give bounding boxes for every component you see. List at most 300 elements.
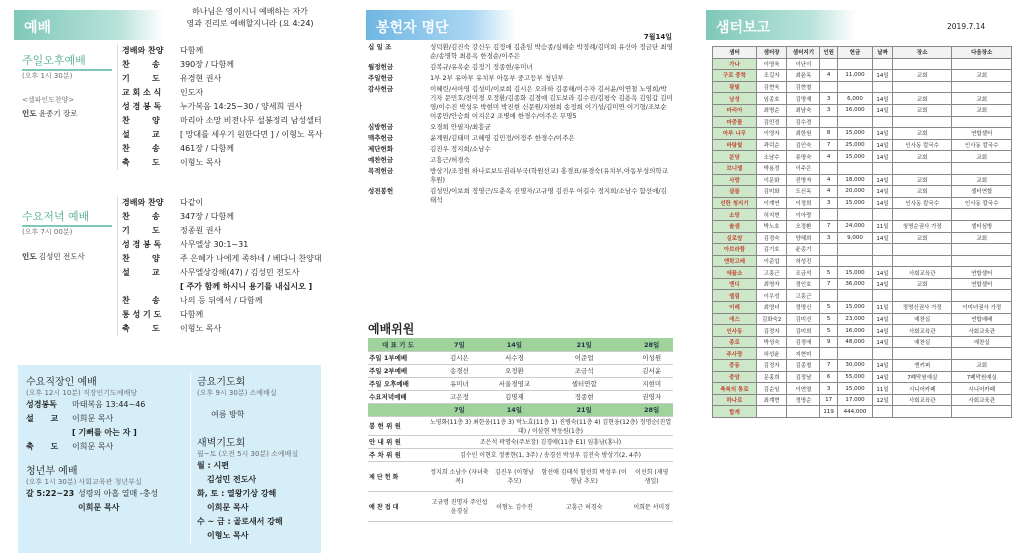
shelter-cell: 7폐막원예실 [952,371,1012,383]
sunday-order-value: 누가복음 14:25~30 / 양세희 권사 [180,102,303,111]
shelter-cell: 3 [820,383,837,395]
shelter-cell: 시니어카페 [892,383,951,395]
shelter-cell: 14일 [873,93,893,105]
shelter-cell: 14일 [873,151,893,163]
shelter-name: 엘림 [713,290,757,302]
shelter-cell: 인사동 칼국수 [892,139,951,151]
duty-name: 셀터연합 [538,377,630,390]
shelter-cell: 김미희 [787,325,820,337]
shelter-row [713,336,1012,348]
donor-header [366,10,516,40]
donor-header-text: 봉헌자 명단 [376,20,449,36]
shelter-row [713,313,1012,325]
shelter-cell: 최명자 [756,278,786,290]
shelter-name: 인사동 [713,325,757,337]
sunday-order-row [122,44,329,58]
duty-row [368,416,673,435]
donor-names: 오경희 안필자/최흥균 [430,123,491,131]
shelter-cell: 교회 [892,93,951,105]
shelter-name: 광빛 [713,81,757,93]
shelter-cell: 7폐막원예실 [892,371,951,383]
duty-role: 주 차 위 원 [368,448,428,461]
donor-names: 윤계원/김태미 고혜영 김민정/이정주 한경수/이주은 [430,134,575,142]
donor-row [368,84,673,122]
shelter-row [713,371,1012,383]
sunday-order-value: 유경현 권사 [180,74,222,83]
sunday-order-label: 찬 송 [122,144,160,153]
sunday-order-label: 성 경 봉 독 [122,102,162,111]
duty-title: 예배위원 [368,322,415,336]
shelter-row [713,394,1012,406]
shelter-cell [820,290,837,302]
duty-name: 함선애 김태석 함선희 박성우 (이형남 추모) [538,461,630,491]
verse-line-1: 하나님은 영이시니 예배하는 자가 [192,7,308,16]
youth-service-time: (오후 1시 30분) 사회교육관 청년부실 [26,478,142,486]
shelter-name: 브니엘 [713,162,757,174]
shelter-cell: 사회교육관 [892,325,951,337]
duty-row [368,377,673,390]
shelter-cell: 23,000 [837,313,872,325]
duty-head-row [368,338,673,351]
duty-role: 주일 1부예배 [368,351,428,364]
sunday-order-row [122,142,329,156]
duty-name: 정지희 소남수 (자녀축복) [428,461,491,491]
duty-name: 이준업 [538,351,630,364]
donor-category: 십 일 조 [368,43,392,51]
shelter-cell [892,209,951,221]
wednesday-order-value: 다함께 [180,310,204,319]
shelter-cell: 이연열 [787,383,820,395]
dawn-prayer-order [197,459,314,543]
wednesday-order-value: [ 주가 함께 하시니 용기를 내십시오 ] [180,282,313,291]
shelter-cell [892,81,951,93]
shelter-row [713,116,1012,128]
shelter-row [713,267,1012,279]
dawn-prayer-value: 이형노 목사 [207,531,249,540]
duty-row [368,448,673,461]
shelter-cell: 연합예배 [952,313,1012,325]
shelter-cell: 임종호 [756,93,786,105]
duty-name: 고은정 [428,390,491,403]
sunday-order [117,44,329,170]
duty-name: 고흥근 허경숙 [538,491,630,521]
shelter-cell [756,406,786,418]
youth-service-row [26,487,186,501]
shelter-cell: 교회 [892,70,951,82]
dawn-prayer-title: 새벽기도회 [197,438,246,449]
shelter-cell: 지현미 [787,348,820,360]
sunday-order-value: 마리아 소망 비전나무 설봉정리 남성셀터 [180,116,322,125]
shelter-cell: 5 [820,325,837,337]
donor-category: 목적헌금 [368,167,394,175]
shelter-cell: 교회 [892,232,951,244]
shelter-cell: 30,000 [837,360,872,372]
shelter-cell: 14일 [873,313,893,325]
wednesday-order-row [122,294,329,308]
shelter-cell [820,209,837,221]
shelter-cell: 연합셀터 [952,128,1012,140]
shelter-cell [873,58,893,70]
shelter-cell: 도신옥 [787,186,820,198]
shelter-cell [952,162,1012,174]
shelter-cell: 인사동 칼국수 [952,197,1012,209]
dawn-prayer-row [197,529,314,543]
shelter-cell: 교회 [952,93,1012,105]
shelter-cell: 최명순 [756,104,786,116]
office-service-value: 이희문 목사 [72,414,114,423]
shelter-cell: 정명신 [787,302,820,314]
shelter-cell: 11일 [873,302,893,314]
shelter-cell: 김명재 [787,93,820,105]
shelter-cell: 김현철 [787,81,820,93]
shelter-name: 합계 [713,406,757,418]
shelter-cell: 4 [820,70,837,82]
shelter-cell: 14일 [873,186,893,198]
shelter-row [713,302,1012,314]
duty-name: 서울경영교 [491,377,538,390]
sunday-order-label: 설 교 [122,130,160,139]
duty-head-cell: 21일 [538,338,630,351]
donor-row [368,73,673,84]
shelter-cell: 이미녀권사 가정 [952,302,1012,314]
shelter-date: 2019.7.14 [947,22,986,31]
shelter-name: 중앙 [713,371,757,383]
shelter-name: 하나로 [713,394,757,406]
sunday-order-row [122,58,329,72]
duty-head-cell: 대 표 기 도 [368,338,428,351]
shelter-cell: 4 [820,186,837,198]
shelter-cell: 최영녀 [756,302,786,314]
sunday-order-row [122,72,329,86]
shelter-cell: 셀터심방 [952,220,1012,232]
office-service-row [26,426,186,440]
shelter-row [713,406,1012,418]
shelter-cell: 17,000 [837,394,872,406]
shelter-name: 남성 [713,93,757,105]
shelter-cell: 김기호 [756,244,786,256]
sunday-order-value: 인도자 [180,88,204,97]
donor-category: 심방헌금 [368,123,394,131]
shelter-cell [873,406,893,418]
shelter-cell [837,244,872,256]
shelter-cell: 15,000 [837,128,872,140]
shelter-cell: 4 [820,174,837,186]
shelter-cell: 양혜희 [787,232,820,244]
shelter-cell: 14일 [873,232,893,244]
shelter-cell: 5 [820,313,837,325]
shelter-cell: 16,000 [837,325,872,337]
duty-row [368,461,673,491]
duty-head-cell [368,403,428,416]
duty-role: 예 찬 접 대 [368,491,428,521]
duty-name: 이성원 [630,351,673,364]
office-service-value: 이희문 목사 [72,442,114,451]
shelter-cell: 5 [820,302,837,314]
shelter-cell: 이정희 [787,197,820,209]
shelter-cell: 6,000 [837,93,872,105]
shelter-cell [837,162,872,174]
duty-role: 봉 헌 위 원 [368,416,428,435]
shelter-cell: 인사동 칼국수 [892,197,951,209]
verse-line-2: 영과 진리로 예배할지니라 (요 4:24) [186,19,314,28]
shelter-name: 중동 [713,360,757,372]
shelter-cell: 이문화 [756,174,786,186]
shelter-cell: 3 [820,232,837,244]
shelter-cell: 교회 [952,232,1012,244]
shelter-row [713,348,1012,360]
duty-name: 조은석 곽명숙(주보장) 김경애(11층 E1) 임흥남(홍나) [428,435,673,448]
youth-service-order [26,487,186,515]
shelter-cell: 8 [820,128,837,140]
office-service-row [26,440,186,454]
donor-category: 제단헌화 [368,145,394,153]
shelter-cell [787,406,820,418]
wednesday-order-value: 사무엘상강해(47) / 김성민 전도사 [180,268,300,277]
shelter-cell: 김정남 [787,371,820,383]
shelter-cell: 15,000 [837,197,872,209]
shelter-head-row [713,47,1012,59]
shelter-cell [952,209,1012,221]
shelter-name: 아브라함 [713,244,757,256]
sunday-order-value: [ 망대를 세우기 원한다면 ] / 이형노 목사 [180,130,323,139]
worship-column [0,0,330,556]
sunday-order-row [122,156,329,170]
shelter-cell [952,348,1012,360]
donor-category: 맥추헌금 [368,134,394,142]
office-service-row [26,398,186,412]
duty-name: 김명재 [491,390,538,403]
office-service-value: [ 기뻐를 아는 자 ] [72,428,137,437]
shelter-cell [873,348,893,360]
shelter-cell: 444,000 [837,406,872,418]
shelter-cell [873,244,893,256]
shelter-cell: 14일 [873,197,893,209]
shelter-cell: 15,000 [837,151,872,163]
shelter-name: 엔학고레 [713,255,757,267]
office-service-label: 성경봉독 [26,400,57,409]
duty-name: 정종현 [538,390,630,403]
wednesday-order-row [122,196,329,210]
shelter-cell: 사회교육관 [952,325,1012,337]
youth-service-value: 이희문 목사 [78,503,120,512]
duty-row [368,435,673,448]
wednesday-order-value: 사무엘상 30:1~31 [180,240,249,249]
shelter-cell [873,162,893,174]
shelter-cell: 교회 [952,70,1012,82]
wednesday-order-row [122,238,329,252]
shelter-cell: 연합셀터 [952,267,1012,279]
shelter-cell: 정인호 [787,278,820,290]
shelter-cell: 7 [820,360,837,372]
shelter-name: 마리아 [713,104,757,116]
donor-names: 1부 2부 유아부 유치부 아동부 중고등부 청년부 [430,74,564,82]
shelter-cell: 14일 [873,104,893,116]
duty-name: 권영자 [630,390,673,403]
shelter-cell: 이주은 [787,162,820,174]
friday-prayer-body: 여름 방학 [211,410,245,419]
donor-names: 김복규/유옥순 김정기 정종현/유미녀 [430,63,533,71]
shelter-head-cell: 날짜 [873,47,893,59]
sunday-order-label: 교 회 소 식 [122,88,162,97]
shelter-row [713,70,1012,82]
shelter-cell: 교회 [952,151,1012,163]
shelter-cell: 14일 [873,267,893,279]
shelter-name: 구로 중학 [713,70,757,82]
shelter-name: 주사랑 [713,348,757,360]
shelter-cell: 12일 [873,394,893,406]
shelter-cell: 교회 [892,151,951,163]
shelter-cell: 셀터연합 [952,186,1012,198]
wednesday-order-row [122,224,329,238]
shelter-cell: 교회 [952,174,1012,186]
shelter-cell: 청명순권사 가정 [892,220,951,232]
sunday-order-label: 축 도 [122,158,160,167]
shelter-cell: 9,000 [837,232,872,244]
donor-row [368,122,673,133]
duty-table [368,338,673,522]
wednesday-order-value: 정종원 권사 [180,226,222,235]
shelter-cell: 11일 [873,220,893,232]
wednesday-order-value: 다같이 [180,198,204,207]
donor-row [368,62,673,73]
dawn-prayer-time: 월~토 (오전 5시 30분) 소예배실 [197,450,299,458]
shelter-cell: 7 [820,139,837,151]
shelter-cell: 교회 [892,104,951,116]
shelter-cell: 55,000 [837,371,872,383]
shelter-cell: 3 [820,104,837,116]
shelter-header-text: 샘터보고 [716,20,771,36]
shelter-cell [952,255,1012,267]
shelter-cell: 7 [820,220,837,232]
shelter-name: 바탕빛 [713,139,757,151]
duty-name: 오정환 [491,364,538,377]
wednesday-order-label: 성 경 봉 독 [122,240,162,249]
friday-prayer-title: 금요기도회 [197,377,246,388]
duty-name: 송경선 [428,364,491,377]
duty-role: 안 내 위 원 [368,435,428,448]
donor-row [368,42,673,62]
shelter-cell: 교회 [892,278,951,290]
youth-service-label: 갈 5:22~23 [26,489,75,498]
shelter-cell: 14일 [873,70,893,82]
shelter-name: 솔샘 [713,220,757,232]
shelter-cell: 조길자 [756,70,786,82]
shelter-cell: 17 [820,394,837,406]
shelter-cell: 김정자 [756,360,786,372]
duty-name: 고규명 진명자 주인섭 윤경심 [428,491,491,521]
worship-header-text: 예배 [24,20,52,36]
friday-prayer-time: (오후 9시 30분) 소예배실 [197,389,277,397]
wednesday-order-value: 주 은혜가 나에게 족하네 / 베다니 찬양대 [180,254,322,263]
sunday-order-value: 다함께 [180,46,204,55]
shelter-name: 샬롬 [713,186,757,198]
wednesday-order-row [122,210,329,224]
shelter-cell: 3 [820,197,837,209]
donor-names: 고흥근/허경숙 [430,156,470,164]
sunday-host: <셀파인도찬양> [22,96,75,104]
shelter-cell [837,255,872,267]
shelter-row [713,93,1012,105]
sunday-leader: 윤종기 장로 [38,109,78,118]
donor-date: 7월14일 [643,33,672,41]
shelter-cell: 14일 [873,371,893,383]
shelter-cell: 조금석 [787,267,820,279]
sunday-order-value: 390장 / 다함께 [180,60,234,69]
shelter-name: 종로 [713,336,757,348]
shelter-cell: 사회교육관 [892,394,951,406]
shelter-row [713,325,1012,337]
shelter-cell [892,162,951,174]
duty-head-cell: 7일 [428,338,491,351]
shelter-row [713,58,1012,70]
duty-name: 김서윤 [630,364,673,377]
shelter-name: 소망 [713,209,757,221]
shelter-cell: 예찬실 [952,336,1012,348]
shelter-cell: 김수경 [787,116,820,128]
shelter-row [713,197,1012,209]
shelter-cell: 6 [820,371,837,383]
shelter-name: 축복의 통로 [713,383,757,395]
shelter-cell: 진명자 [787,174,820,186]
wednesday-info [22,208,112,262]
wednesday-order-value: 나의 등 뒤에서 / 다함께 [180,296,263,305]
shelter-cell [892,116,951,128]
shelter-cell: 36,000 [837,278,872,290]
shelter-cell: 교회 [892,174,951,186]
youth-service-row [26,501,186,515]
shelter-head-cell: 헌금 [837,47,872,59]
donor-category: 월정헌금 [368,63,394,71]
shelter-cell [952,116,1012,128]
shelter-name: 마중물 [713,116,757,128]
wednesday-leader-label: 인도 [22,252,37,261]
office-service-row [26,412,186,426]
wednesday-order-label: 통 성 기 도 [122,310,162,319]
shelter-cell: 최계현 [756,394,786,406]
shelter-cell: 박노호 [756,220,786,232]
shelter-cell: 16,000 [837,104,872,116]
shelter-cell: 15,000 [837,302,872,314]
sunday-order-label: 경배와 찬양 [122,46,164,55]
shelter-cell: 박성숙 [756,336,786,348]
duty-role: 제 단 헌 화 [368,461,428,491]
office-service-label: 설 교 [26,414,59,423]
donor-row [368,144,673,155]
sunday-order-value: 이형노 목사 [180,158,222,167]
dawn-prayer-row [197,473,314,487]
duty-name: 이희문 서미정 [630,491,673,521]
duty-name: 조금석 [538,364,630,377]
shelter-row [713,104,1012,116]
duty-head-cell: 21일 [538,403,630,416]
shelter-cell: 김순임 [756,383,786,395]
office-service-title: 수요직장인 예배 [26,377,97,388]
other-services-box [18,365,321,553]
sunday-order-row [122,114,329,128]
duty-head-row [368,403,673,416]
shelter-cell [820,58,837,70]
shelter-cell: 14일 [873,336,893,348]
wednesday-order-row [122,280,329,294]
shelter-cell [892,348,951,360]
shelter-name: 마루 나무 [713,128,757,140]
wednesday-order-row [122,322,329,336]
wednesday-order-value: 347장 / 다함께 [180,212,234,221]
shelter-cell: 18,000 [837,174,872,186]
dawn-prayer-row [197,459,314,473]
sunday-time: (오후 1시 30분) [22,72,73,80]
sunday-order-label: 찬 송 [122,60,160,69]
